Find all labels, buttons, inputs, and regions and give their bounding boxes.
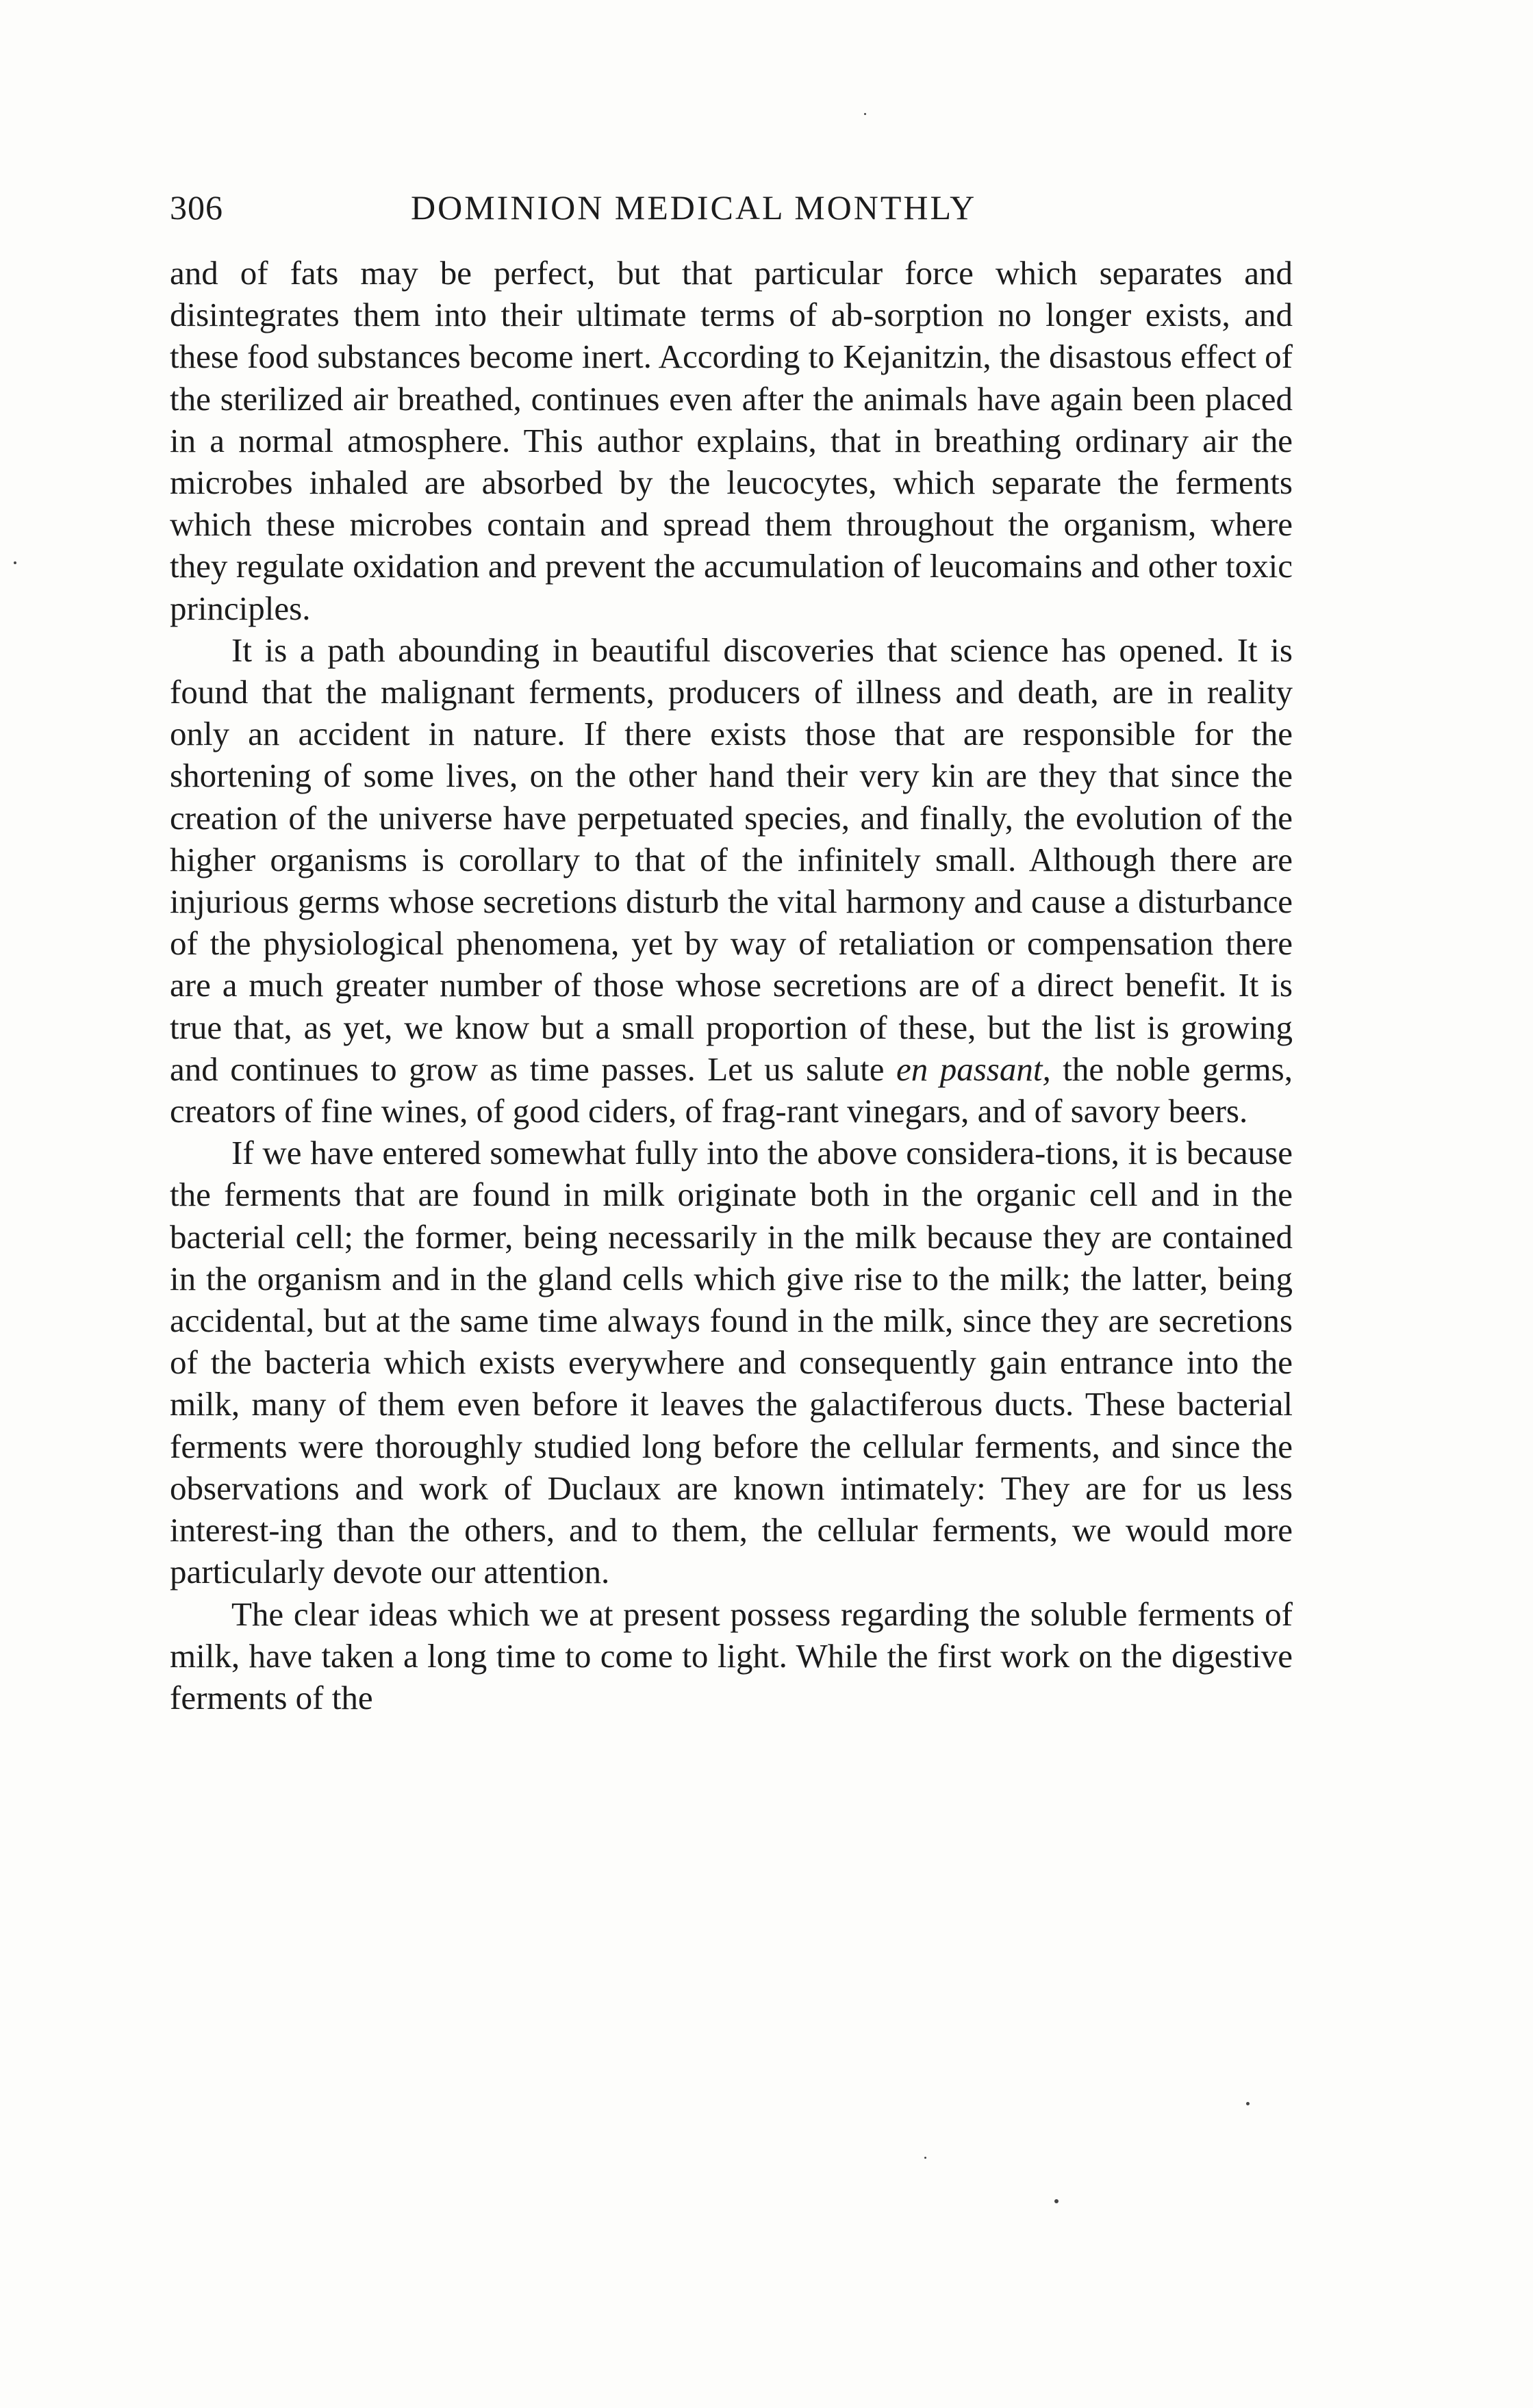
- paragraph-2-text-after: the noble germs, creators of fine wines, of good ciders, of frag-rant vinegars, and of savory beers.: [170, 1050, 1293, 1130]
- scan-speck: [924, 2157, 926, 2159]
- paragraph-4: The clear ideas which we at present possess regarding the soluble ferments of milk, have taken a long time to come to light. While the first work on the digestive ferments of the: [170, 1595, 1293, 1716]
- page-number: 306: [170, 188, 223, 227]
- running-head: DOMINION MEDICAL MONTHLY: [411, 188, 977, 227]
- paragraph-1: and of fats may be perfect, but that particular force which separates and disintegrates them into their ultimate terms of ab-sorption no longer exists, and these food substances become inert. According to Kejanitzin, the disastous effect of the sterilized air breathed, continues even after the animals have again been placed in a normal atmosphere. This author explains, that in breathing ordinary air the microbes inhaled are absorbed by the leucocytes, which separate the ferments which these microbes contain and spread them throughout the organism, where they regulate oxidation and prevent the accumulation of leucomains and other toxic principles.: [170, 254, 1293, 627]
- paragraph-2-text-before: It is a path abounding in beautiful discoveries that science has opened. It is found that the malignant ferments, producers of illness and death, are in reality only an accident in nature. If there exists those that are responsible for the shortening of some lives, on the other hand their very kin are they that since the creation of the universe have perpetuated species, and finally, the evolution of the higher organisms is corollary to that of the infinitely small. Although there are injurious germs whose secretions disturb the vital harmony and cause a disturbance of the physiological phenomena, yet by way of retaliation or compensation there are a much greater number of those whose secretions are of a direct benefit. It is true that, as yet, we know but a small proportion of these, but the list is growing and continues to grow as time passes. Let us salute: [170, 631, 1293, 1088]
- scan-speck: [864, 113, 866, 115]
- paragraph-3: If we have entered somewhat fully into the above considera-tions, it is because the ferments that are found in milk originate both in the organic cell and in the bacterial cell; the former, being necessarily in the milk because they are contained in the organism and in the gland cells which give rise to the milk; the latter, being accidental, but at the same time always found in the milk, since they are secretions of the bacteria which exists everywhere and consequently gain entrance into the milk, many of them even before it leaves the galactiferous ducts. These bacterial ferments were thoroughly studied long before the cellular ferments, and since the observations and work of Duclaux are known intimately: They are for us less interest-ing than the others, and to them, the cellular ferments, we would more particularly devote our attention.: [170, 1134, 1293, 1591]
- paragraph-2-italic-phrase: en passant,: [896, 1050, 1051, 1088]
- scan-speck: [1246, 2102, 1250, 2105]
- scan-speck: [14, 561, 16, 564]
- body-text: [170, 252, 1293, 1719]
- scan-speck: [1054, 2199, 1059, 2203]
- page-header: [170, 183, 1293, 231]
- paragraph-2: [170, 629, 1293, 1132]
